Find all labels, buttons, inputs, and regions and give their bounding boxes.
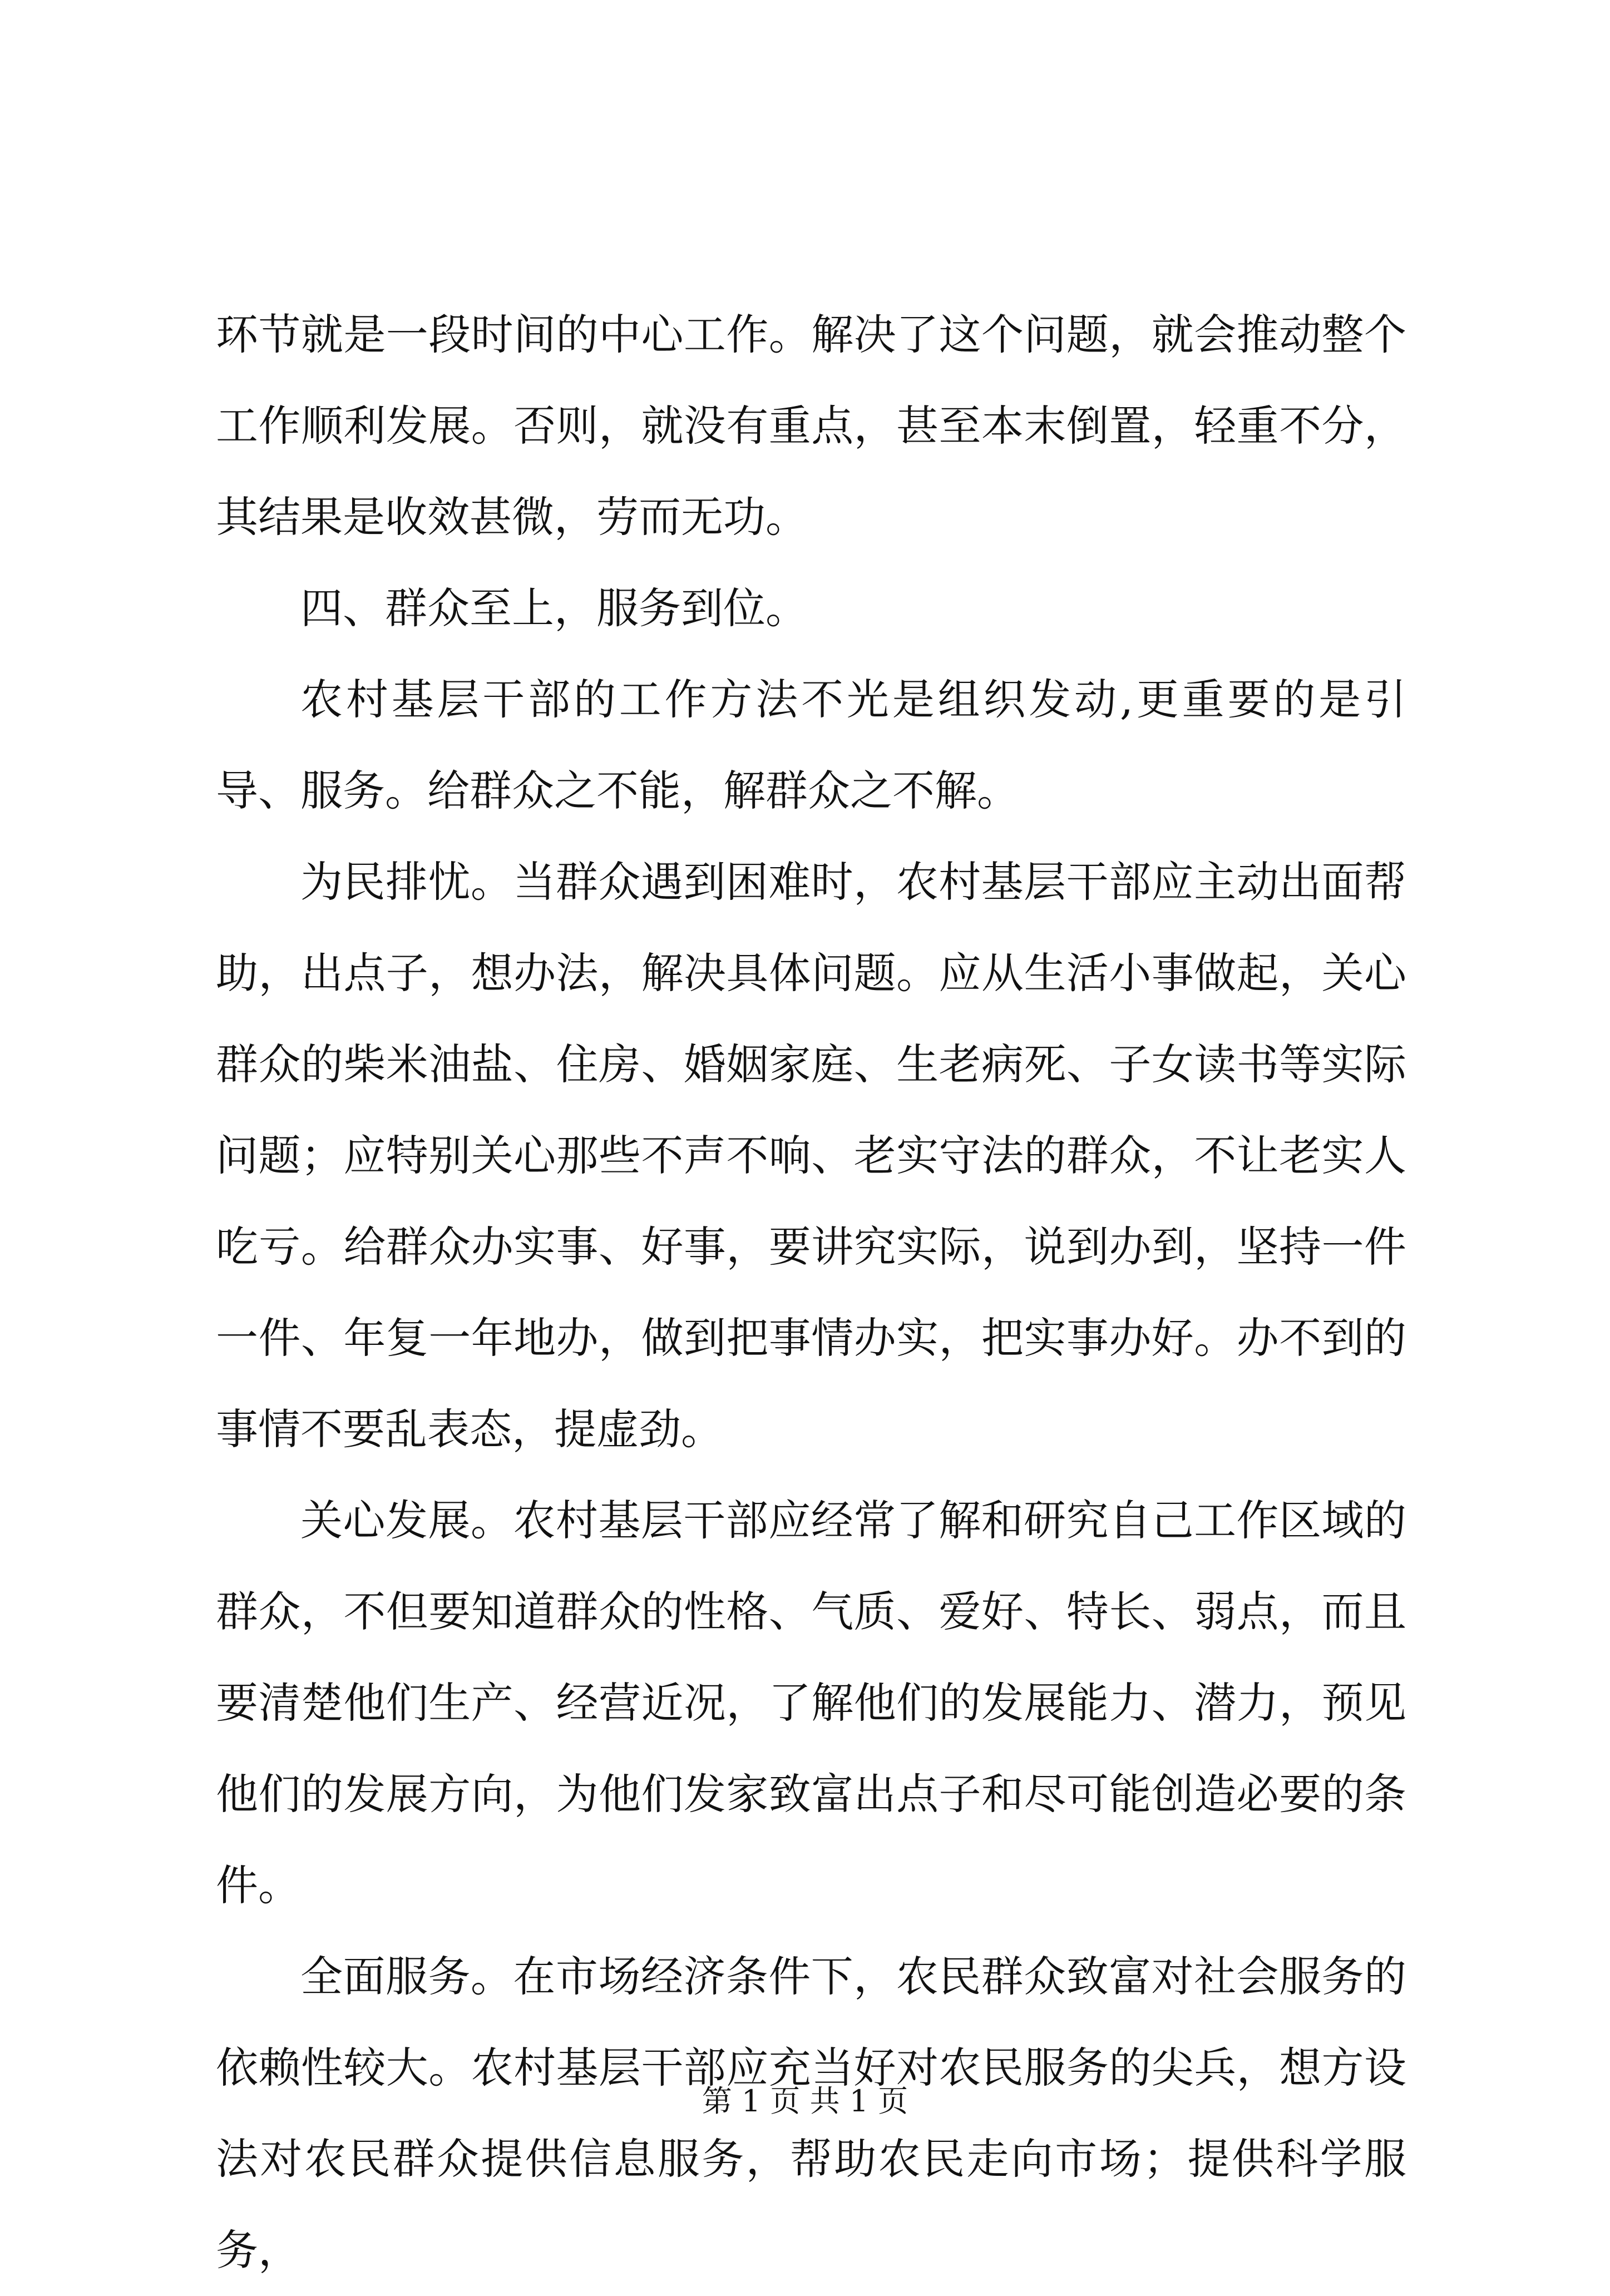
document-body — [216, 289, 1406, 2296]
paragraph-full-service: 全面服务。在市场经济条件下，农民群众致富对社会服务的依赖性较大。农村基层干部应充当好对农民服务的尖兵，想方设法对农民群众提供信息服务，帮助农民走向市场；提供科学服务， — [216, 1952, 1406, 2275]
section-heading: 四、群众至上，服务到位。 — [300, 583, 808, 633]
paragraph-continuation: 环节就是一段时间的中心工作。解决了这个问题，就会推动整个工作顺利发展。否则，就没有重点，甚至本末倒置，轻重不分，其结果是收效甚微，劳而无功。 — [216, 310, 1406, 542]
page-number-footer: 第 1 页 共 1 页 — [702, 2084, 908, 2119]
paragraph-relieve-worries: 为民排忧。当群众遇到困难时，农村基层干部应主动出面帮助，出点子，想办法，解决具体问题。应从生活小事做起，关心群众的柴米油盐、住房、婚姻家庭、生老病死、子女读书等实际问题；应特别关心那些不声不响、老实守法的群众，不让老实人吃亏。给群众办实事、好事，要讲究实际，说到办到，坚持一件一件、年复一年地办，做到把事情办实，把实事办好。办不到的事情不要乱表态，提虚劲。 — [216, 857, 1406, 1454]
paragraph-intro: 农村基层干部的工作方法不光是组织发动,更重要的是引导、服务。给群众之不能，解群众之不解。 — [216, 675, 1406, 815]
paragraph-care-development: 关心发展。农村基层干部应经常了解和研究自己工作区域的群众，不但要知道群众的性格、气质、爱好、特长、弱点，而且要清楚他们生产、经营近况，了解他们的发展能力、潜力，预见他们的发展方向，为他们发家致富出点子和尽可能创造必要的条件。 — [216, 1496, 1406, 1910]
